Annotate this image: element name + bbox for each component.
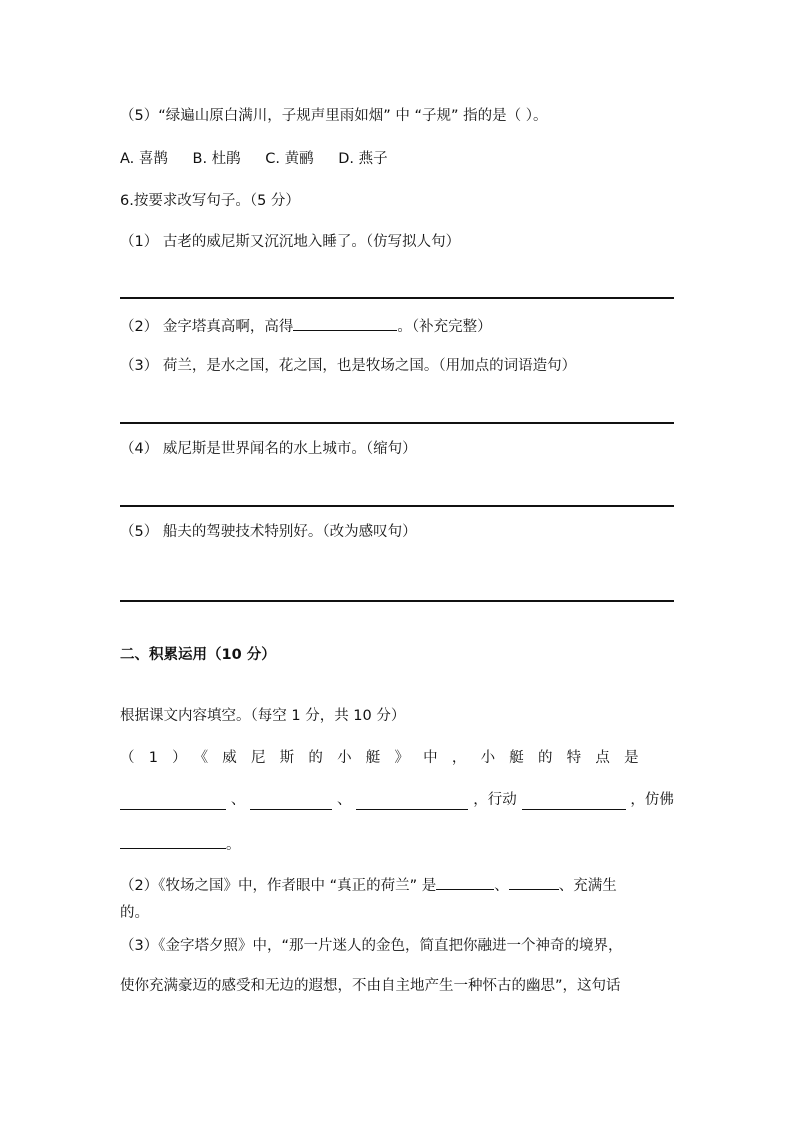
option-d: D. 燕子 xyxy=(338,151,388,167)
part-2-intro: 根据课文内容填空。（每空 1 分，共 10 分） xyxy=(120,708,406,724)
rewrite-item-2 xyxy=(120,314,492,337)
question-5-options xyxy=(120,149,408,169)
fill-q1-end: ，仿佛 xyxy=(630,792,674,808)
option-b: B. 杜鹃 xyxy=(192,151,241,167)
section-6-heading: 6.按要求改写句子。（5 分） xyxy=(120,193,300,209)
fill-sep: 、 xyxy=(494,878,509,894)
fill-blank xyxy=(509,873,559,890)
answer-line-3 xyxy=(120,422,674,424)
part-2-heading: 二、积累运用（10 分） xyxy=(120,647,276,663)
answer-line-4 xyxy=(120,505,674,507)
rewrite-item-2-text: （2） 金字塔真高啊，高得 xyxy=(120,319,294,335)
fill-blank xyxy=(522,793,626,810)
fill-blank xyxy=(436,873,494,890)
rewrite-item-1: （1） 古老的威尼斯又沉沉地入睡了。（仿写拟人句） xyxy=(120,234,461,250)
rewrite-item-2-suffix: 。（补充完整） xyxy=(397,319,492,335)
fill-q2-text: （2）《牧场之国》中，作者眼中 “真正的荷兰” 是 xyxy=(120,878,437,894)
rewrite-item-4: （4） 威尼斯是世界闻名的水上城市。（缩句） xyxy=(120,441,417,457)
fill-q1-mid: ，行动 xyxy=(473,792,517,808)
fill-q1-tail xyxy=(120,832,241,855)
answer-line-5 xyxy=(120,600,674,602)
rewrite-item-3: （3） 荷兰，是水之国，花之国，也是牧场之国。（用加点的词语造句） xyxy=(120,358,577,374)
fill-blank xyxy=(356,793,468,810)
question-5-stem: （5）“绿遍山原白满川，子规声里雨如烟” 中 “子规” 指的是（ ）。 xyxy=(120,108,548,124)
fill-blank xyxy=(120,832,226,849)
fill-blank xyxy=(293,314,397,331)
fill-blank xyxy=(250,793,332,810)
fill-q3-line2: 使你充满豪迈的感受和无边的遐想，不由自主地产生一种怀古的幽思”，这句话 xyxy=(120,978,621,994)
option-a: A. 喜鹊 xyxy=(120,151,168,167)
fill-q1-text: （1）《威尼斯的小艇》中，小艇的特点是 xyxy=(120,750,653,766)
fill-q1-blanks-row xyxy=(120,790,674,810)
fill-q2-tail: 、充满生 xyxy=(558,878,617,894)
fill-sep: 、 xyxy=(230,792,246,808)
fill-blank xyxy=(120,793,226,810)
fill-q3-line1: （3）《金字塔夕照》中，“那一片迷人的金色，简直把你融进一个神奇的境界， xyxy=(120,938,623,954)
answer-line-1 xyxy=(120,297,674,299)
rewrite-item-5: （5） 船夫的驾驶技术特别好。（改为感叹句） xyxy=(120,524,417,540)
fill-q2-line1 xyxy=(120,873,617,896)
fill-sep: 、 xyxy=(337,792,352,808)
fill-q1-period: 。 xyxy=(226,837,241,853)
fill-q2-line2: 的。 xyxy=(120,905,149,921)
option-c: C. 黄鹂 xyxy=(265,151,314,167)
